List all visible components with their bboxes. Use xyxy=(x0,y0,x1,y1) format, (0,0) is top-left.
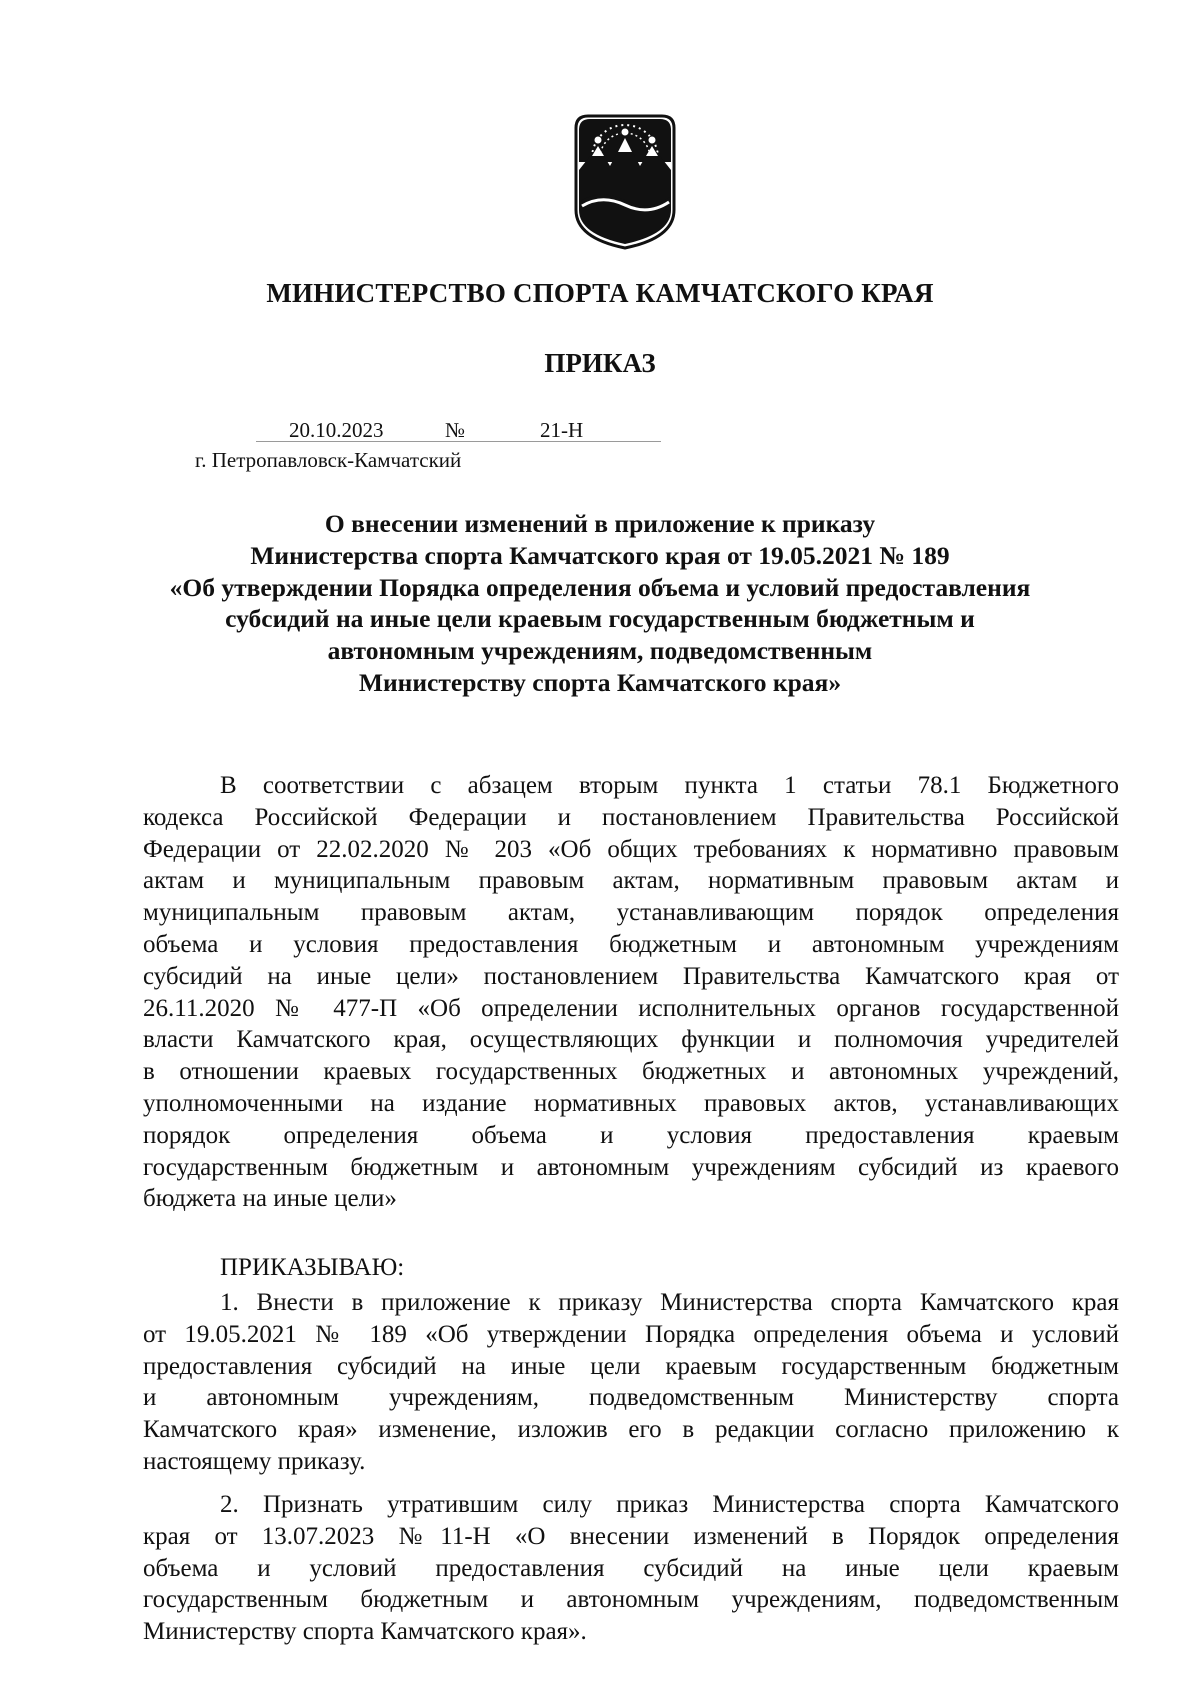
title-line: автономным учреждениям, подведомственным xyxy=(327,636,873,666)
city: г. Петропавловск-Камчатский xyxy=(195,448,462,472)
text-line: и автономным учреждениям, подведомственным Министерству спорта xyxy=(143,1384,1119,1412)
document-type: ПРИКАЗ xyxy=(544,348,656,378)
text-line: 26.11.2020 № 477-П «Об определении исполнительных органов государственной xyxy=(143,994,1119,1022)
text-line: объема и условий предоставления субсидий на иные цели краевым xyxy=(143,1554,1119,1582)
title-line: Министерству спорта Камчатского края» xyxy=(358,667,842,697)
text-line: от 19.05.2021 № 189 «Об утверждении Порядка определения объема и условий xyxy=(143,1320,1119,1348)
text-line: 2. Признать утратившим силу приказ Министерства спорта Камчатского xyxy=(220,1491,1119,1518)
preamble-paragraph xyxy=(143,770,1119,1215)
order-item-1 xyxy=(143,1287,1119,1478)
text-line: Министерству спорта Камчатского края». xyxy=(143,1618,587,1646)
ministry-name: МИНИСТЕРСТВО СПОРТА КАМЧАТСКОГО КРАЯ xyxy=(266,278,934,308)
text-line: субсидий на иные цели» постановлением Правительства Камчатского края от xyxy=(143,962,1119,990)
text-line: настоящему приказу. xyxy=(143,1447,366,1475)
text-line: объема и условия предоставления бюджетным и автономным учреждениям xyxy=(143,930,1119,958)
text-line: муниципальным правовым актам, устанавливающим порядок определения xyxy=(143,899,1119,927)
text-line: Камчатского края» изменение, изложив его в редакции согласно приложению к xyxy=(143,1416,1119,1444)
text-line: государственным бюджетным и автономным учреждениям субсидий из краевого xyxy=(143,1153,1119,1181)
order-number: 21-Н xyxy=(540,418,584,442)
order-item-2 xyxy=(143,1489,1119,1648)
title-line: Министерства спорта Камчатского края от 19.05.2021 № 189 xyxy=(250,540,950,570)
text-line: порядок определения объема и условия предоставления краевым xyxy=(143,1121,1119,1149)
title-line: О внесении изменений в приложение к приказу xyxy=(324,509,876,538)
title-line: «Об утверждении Порядка определения объема и условий предоставления xyxy=(169,572,1031,602)
text-line: края от 13.07.2023 №11-Н «О внесении изменений в Порядок определения xyxy=(143,1522,1119,1550)
text-line: В соответствии с абзацем вторым пункта 1 статьи 78.1 Бюджетного xyxy=(220,772,1119,799)
kamchatka-coat-of-arms-icon xyxy=(570,110,680,250)
order-directive: ПРИКАЗЫВАЮ: xyxy=(220,1254,405,1281)
text-line: государственным бюджетным и автономным учреждениям, подведомственным xyxy=(143,1586,1119,1614)
text-line: власти Камчатского края, осуществляющих функции и полномочия учредителей xyxy=(143,1026,1119,1054)
text-line: 1. Внести в приложение к приказу Министерства спорта Камчатского края xyxy=(220,1289,1119,1316)
text-line: в отношении краевых государственных бюджетных и автономных учреждений, xyxy=(143,1058,1119,1086)
number-sign: № xyxy=(445,418,466,442)
text-line: уполномоченными на издание нормативных правовых актов, устанавливающих xyxy=(143,1089,1119,1117)
title-line: субсидий на иные цели краевым государственным бюджетным и xyxy=(225,604,975,634)
text-line: Федерации от 22.02.2020 № 203 «Об общих требованиях к нормативно правовым xyxy=(143,835,1119,863)
text-line: актам и муниципальным правовым актам, нормативным правовым актам и xyxy=(143,867,1119,895)
document-title xyxy=(120,508,1080,699)
text-line: кодекса Российской Федерации и постановлением Правительства Российской xyxy=(143,803,1119,831)
order-date: 20.10.2023 xyxy=(289,418,384,442)
text-line: бюджета на иные цели» xyxy=(143,1185,397,1213)
text-line: предоставления субсидий на иные цели краевым государственным бюджетным xyxy=(143,1352,1119,1380)
